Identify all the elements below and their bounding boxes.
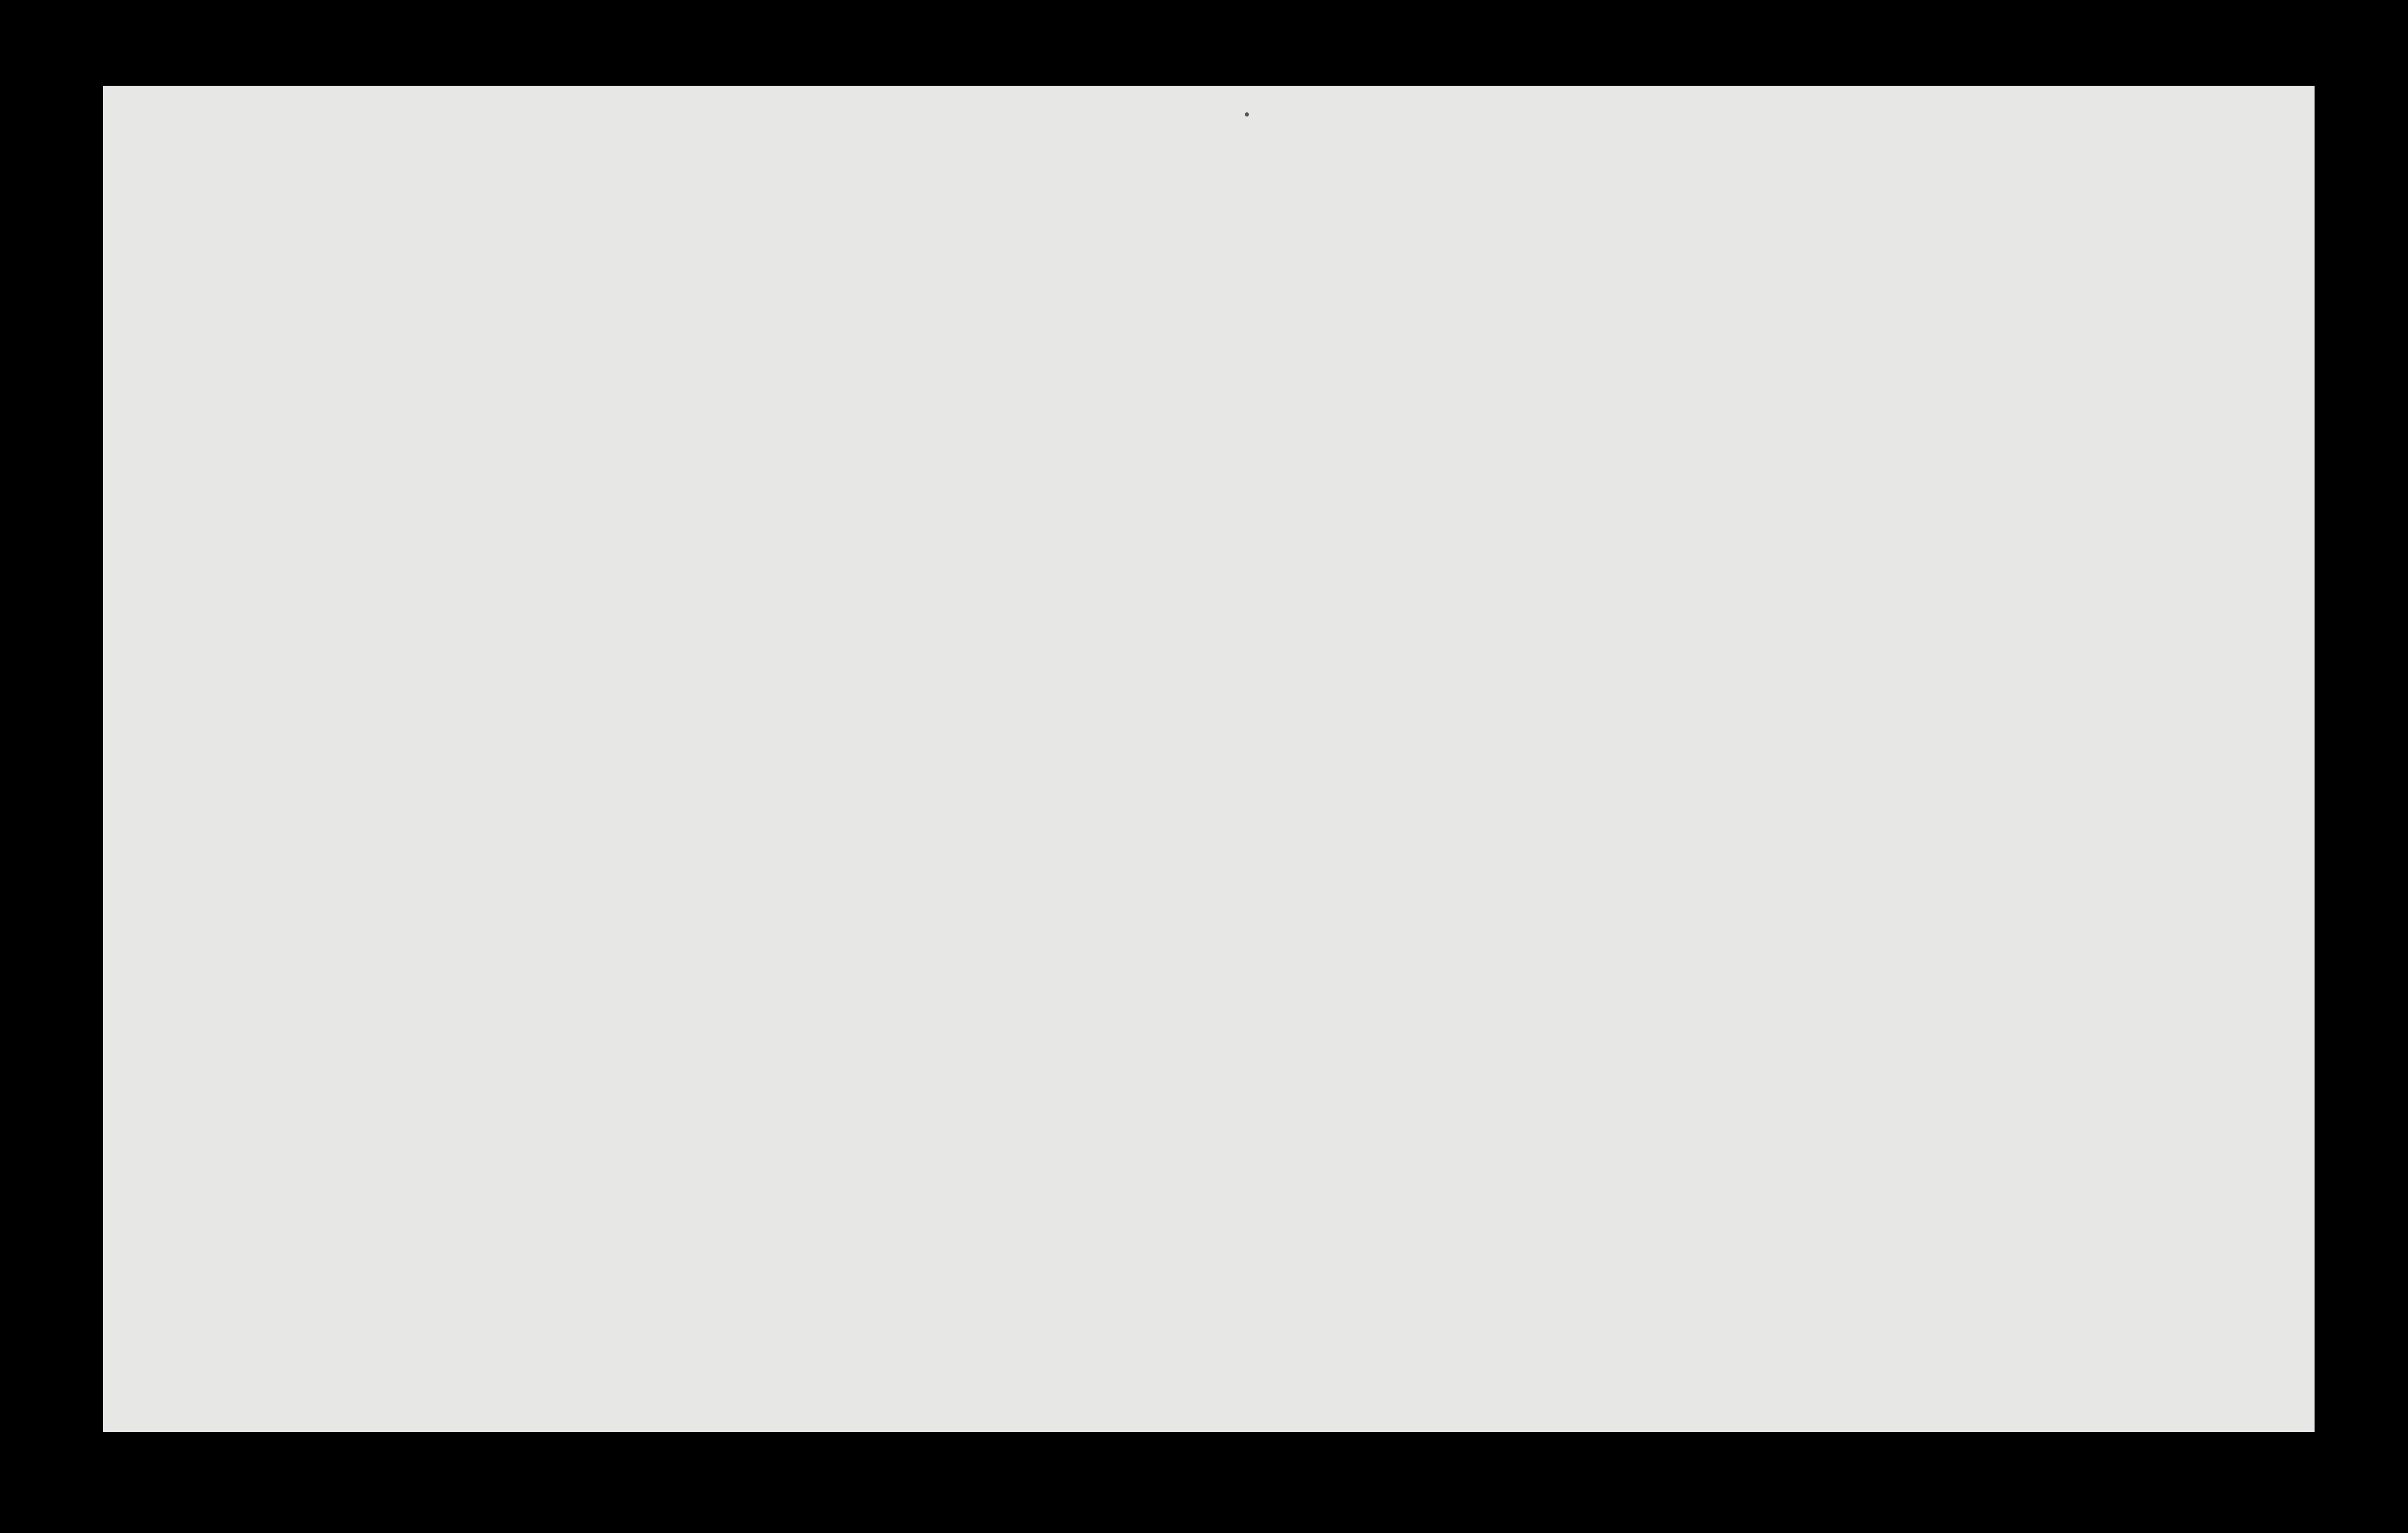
document-page <box>103 86 2315 1432</box>
scan-speck <box>1245 112 1249 117</box>
